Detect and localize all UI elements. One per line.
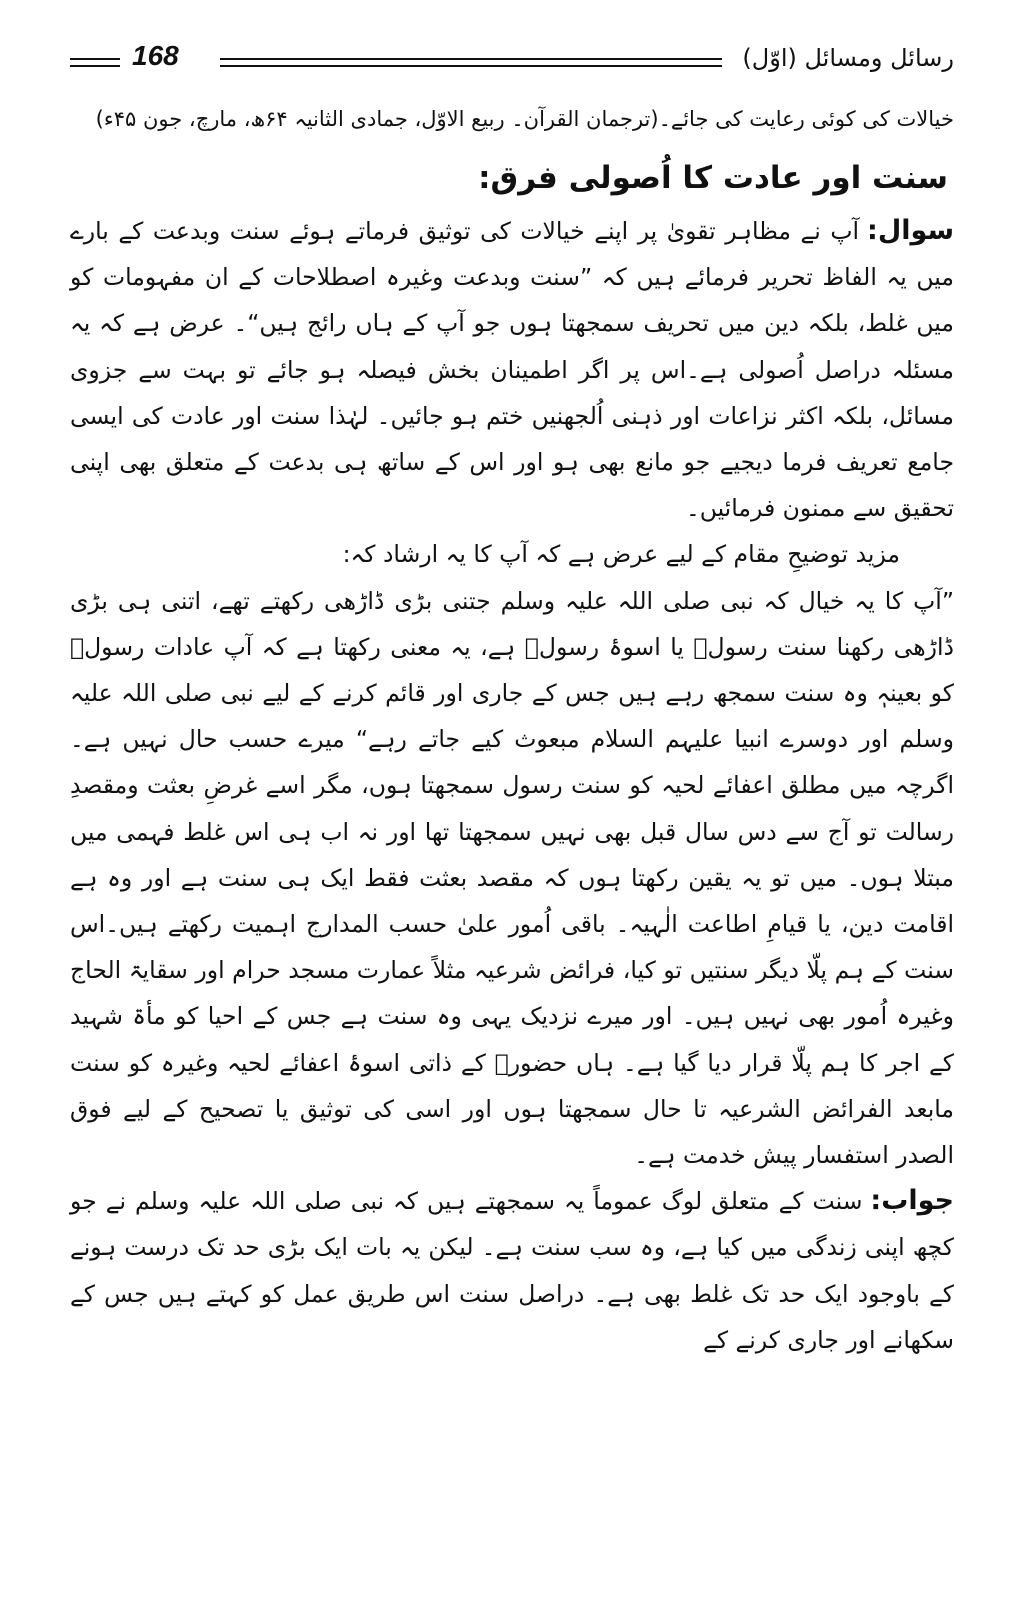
question-followup: مزید توضیحِ مقام کے لیے عرض ہے کہ آپ کا یہ ارشاد کہ:: [342, 540, 900, 569]
running-book-title: رسائل ومسائل (اوّل): [742, 44, 954, 72]
question-paragraph: [70, 208, 954, 531]
answer-text: سنت کے متعلق لوگ عموماً یہ سمجھتے ہیں کہ نبی صلی اللہ علیہ وسلم نے جو کچھ اپنی زندگی میں کیا ہے، وہ سب سنت ہے۔ لیکن یہ بات ایک بڑی حد تک درست ہونے کے باوجود ایک حد تک غلط بھی ہے۔ دراصل سنت اس طریق عمل کو کہتے ہیں جس کے سکھانے اور جاری کرنے کے: [70, 1187, 954, 1354]
page-number: 168: [132, 40, 179, 71]
question-label: سوال:: [867, 215, 954, 246]
header-rule: [70, 58, 120, 67]
question-text: آپ نے مظاہر تقویٰ پر اپنے خیالات کی توثیق فرماتے ہوئے سنت وبدعت کے بارے میں یہ الفاظ تحریر فرمائے ہیں کہ ”سنت وبدعت وغیرہ اصطلاحات کے ان مفہومات کو میں غلط، بلکہ دین میں تحریف سمجھتا ہوں جو آپ کے ہاں رائج ہیں“۔ عرض ہے کہ یہ مسئلہ دراصل اُصولی ہے۔اس پر اگر اطمینان بخش فیصلہ ہو جائے تو بہت سے جزوی مسائل، بلکہ اکثر نزاعات اور ذہنی اُلجھنیں ختم ہو جائیں۔ لہٰذا سنت اور عادت کی ایسی جامع تعریف فرما دیجیے جو مانع بھی ہو اور اس کے ساتھ ہی بدعت کے متعلق بھی اپنی تحقیق سے ممنون فرمائیں۔: [70, 217, 954, 523]
question-block: [70, 208, 954, 1178]
source-citation: خیالات کی کوئی رعایت کی جائے۔(ترجمان القرآن۔ ربیع الاوّل، جمادی الثانیہ ۶۴ھ، مارچ، جون ۴۵ء): [95, 107, 954, 131]
page-header: [70, 36, 954, 82]
quoted-passage: ”آپ کا یہ خیال کہ نبی صلی اللہ علیہ وسلم جتنی بڑی ڈاڑھی رکھتے تھے، اتنی ہی بڑی ڈاڑھی رکھنا سنت رسولؐ یا اسوۂ رسولؐ ہے، یہ معنی رکھتا ہے کہ آپ عادات رسولؐ کو بعینہٖ وہ سنت سمجھ رہے ہیں جس کے جاری اور قائم کرنے کے لیے نبی صلی اللہ علیہ وسلم اور دوسرے انبیا علیہم السلام مبعوث کیے جاتے رہے“ میرے حسب حال نہیں ہے۔ اگرچہ میں مطلق اعفائے لحیہ کو سنت رسول سمجھتا ہوں، مگر اسے غرضِ بعثت ومقصدِ رسالت تو آج سے دس سال قبل بھی نہیں سمجھتا تھا اور نہ اب ہی اس غلط فہمی میں مبتلا ہوں۔ میں تو یہ یقین رکھتا ہوں کہ مقصد بعثت فقط ایک ہی سنت ہے اور وہ ہے اقامت دین، یا قیامِ اطاعت الٰہیہ۔ باقی اُمور علیٰ حسب المدارج اہمیت رکھتے ہیں۔اس سنت کے ہم پلّا دیگر سنتیں تو کیا، فرائض شرعیہ مثلاً عمارت مسجد حرام اور سقایۃ الحاج وغیرہ اُمور بھی نہیں ہیں۔ اور میرے نزدیک یہی وہ سنت ہے جس کے احیا کو مأۃ شہید کے اجر کا ہم پلّا قرار دیا گیا ہے۔ ہاں حضورؐ کے ذاتی اسوۂ اعفائے لحیہ وغیرہ کو سنت مابعد الفرائض الشرعیہ تا حال سمجھتا ہوں اور اسی کی توثیق یا تصحیح کے لیے فوق الصدر استفسار پیش خدمت ہے۔: [70, 586, 954, 1170]
section-heading: سنت اور عادت کا اُصولی فرق:: [478, 160, 948, 196]
header-rule: [220, 58, 722, 67]
answer-block: [70, 1178, 954, 1363]
answer-label: جواب:: [870, 1185, 954, 1217]
answer-paragraph: [70, 1178, 954, 1363]
